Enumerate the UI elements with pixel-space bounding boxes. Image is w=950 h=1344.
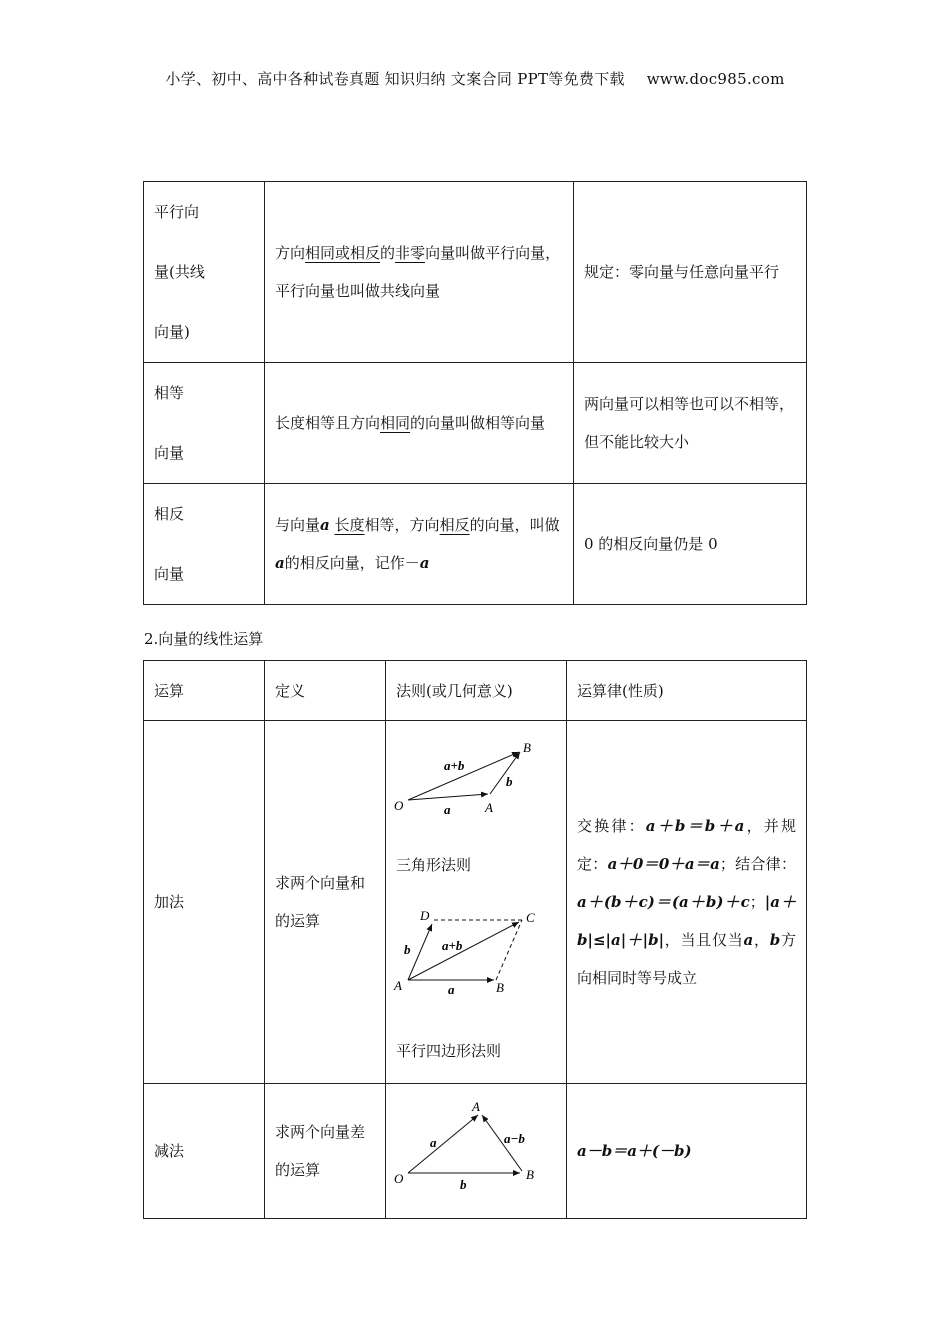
underlined-text: 相同 — [380, 414, 411, 432]
term-line: 量(共线 — [154, 263, 205, 281]
formula: a＋(b＋c)＝(a＋b)＋c — [577, 893, 750, 911]
subtraction-diagram — [392, 1099, 552, 1189]
underlined-text: 相反 — [439, 516, 470, 534]
op-cell: 减法 — [144, 1084, 265, 1219]
column-header: 运算 — [144, 661, 265, 721]
formula: a — [743, 931, 754, 949]
label-b: b — [404, 942, 411, 957]
formula: a＋0＝0＋a＝a — [607, 855, 720, 873]
text: 的相反向量，记作－ — [284, 554, 420, 572]
label-A: A — [485, 800, 493, 815]
label-B: B — [523, 740, 531, 755]
definition-cell: 求两个向量和的运算 — [265, 721, 386, 1084]
table-row — [144, 484, 807, 605]
text: ； — [749, 893, 765, 911]
definition-cell — [265, 182, 574, 363]
label-b: b — [460, 1177, 467, 1189]
law-cell — [567, 721, 807, 1084]
text: 方向 — [275, 244, 306, 262]
underlined-text: 长度 — [334, 516, 365, 534]
page-header — [0, 68, 950, 89]
table-row — [144, 182, 807, 363]
label-sum: a+b — [442, 938, 463, 953]
term-line: 平行向 — [154, 203, 200, 221]
term-line: 向量) — [154, 323, 190, 341]
underlined-text: 相同或相反 — [305, 244, 381, 262]
vector-symbol: a — [320, 516, 330, 534]
column-header: 法则(或几何意义) — [386, 661, 567, 721]
rule-cell — [386, 1084, 567, 1219]
term-cell — [144, 363, 265, 484]
term-cell — [144, 484, 265, 605]
label-b: b — [506, 774, 513, 789]
vector-b — [408, 924, 432, 980]
formula: a＋b＝b＋a — [645, 817, 745, 835]
definition-cell — [265, 363, 574, 484]
label-B: B — [526, 1167, 534, 1182]
definition-cell: 求两个向量差的运算 — [265, 1084, 386, 1219]
vector-concepts-table — [143, 181, 807, 605]
triangle-caption: 三角形法则 — [396, 856, 472, 874]
text: 的 — [380, 244, 396, 262]
section-title: 2.向量的线性运算 — [144, 630, 264, 648]
text: ，并规定： — [577, 817, 796, 873]
formula: |a＋b|≤|a|＋|b| — [577, 893, 796, 949]
header-site: www.doc985.com — [646, 70, 785, 88]
header-row — [144, 661, 807, 721]
text: 的向量，叫做 — [469, 516, 560, 534]
linear-operations-table — [143, 660, 807, 1219]
note-cell: 两向量可以相等也可以不相等，但不能比较大小 — [574, 363, 807, 484]
law-cell: a－b＝a＋(－b) — [567, 1084, 807, 1219]
term-line: 向量 — [154, 444, 185, 462]
label-sum: a+b — [444, 758, 465, 773]
label-D: D — [420, 908, 430, 923]
label-C: C — [526, 910, 535, 925]
vector-symbol: a — [419, 554, 430, 572]
text: 交换律： — [577, 817, 646, 835]
text: 向量叫做平行向量，平行向量也叫做共线向量 — [275, 244, 561, 300]
term-line: 相等 — [154, 384, 185, 402]
vector-a — [408, 1115, 478, 1173]
addition-row — [144, 721, 807, 1084]
label-diff: a−b — [504, 1131, 525, 1146]
text: ，当且仅当 — [664, 931, 744, 949]
label-A: A — [472, 1099, 480, 1114]
term-line: 向量 — [154, 565, 185, 583]
label-a: a — [430, 1135, 437, 1150]
term-cell — [144, 182, 265, 363]
op-cell: 加法 — [144, 721, 265, 1084]
text: ；结合律： — [719, 855, 796, 873]
header-text: 小学、初中、高中各种试卷真题 知识归纳 文案合同 PPT等免费下载 — [165, 70, 625, 88]
column-header: 定义 — [265, 661, 386, 721]
note-cell: 0 的相反向量仍是 0 — [574, 484, 807, 605]
label-B: B — [496, 980, 504, 994]
table-row — [144, 363, 807, 484]
text: 长度相等且方向 — [275, 414, 381, 432]
label-A: A — [394, 978, 402, 993]
text: 与向量 — [275, 516, 321, 534]
text: 的向量叫做相等向量 — [410, 414, 546, 432]
note-cell: 规定：零向量与任意向量平行 — [574, 182, 807, 363]
label-a: a — [448, 982, 455, 994]
parallelogram-rule-diagram — [392, 904, 552, 994]
text: 相等，方向 — [364, 516, 440, 534]
label-O: O — [394, 1171, 404, 1186]
triangle-rule-diagram — [392, 740, 552, 820]
term-line: 相反 — [154, 505, 185, 523]
dashed-BC — [496, 920, 522, 980]
column-header: 运算律(性质) — [567, 661, 807, 721]
vector-sum — [408, 922, 519, 980]
formula: b — [769, 931, 781, 949]
rule-cell — [386, 721, 567, 1084]
subtraction-row — [144, 1084, 807, 1219]
vector-symbol: a — [275, 554, 285, 572]
text: 方向相同时等号成立 — [577, 931, 796, 987]
label-O: O — [394, 798, 404, 813]
definition-cell — [265, 484, 574, 605]
label-a: a — [444, 802, 451, 817]
parallelogram-caption: 平行四边形法则 — [396, 1042, 502, 1060]
text: ， — [753, 931, 770, 949]
underlined-text: 非零 — [395, 244, 426, 262]
